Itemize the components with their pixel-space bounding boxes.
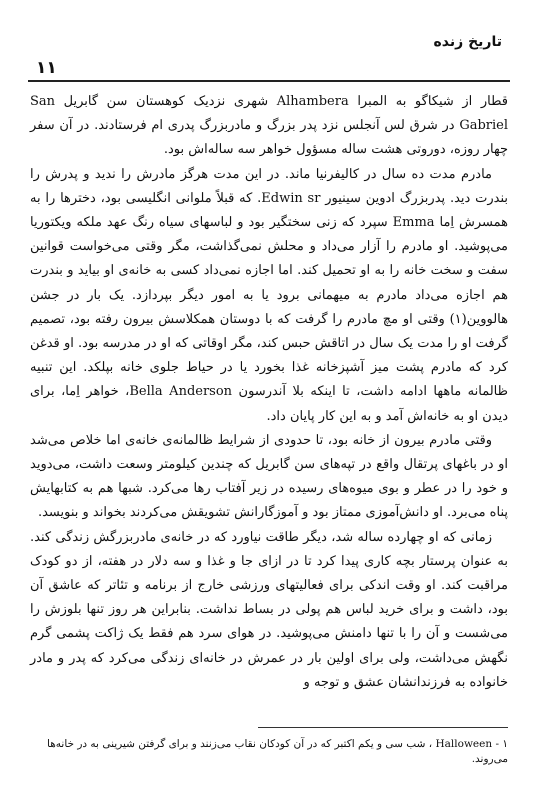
footnote-term: Halloween bbox=[435, 738, 493, 750]
paragraph-1: قطار از شیکاگو به المبرا Alhambera شهری نزدیک کوهستان سن گابریل San Gabriel در شرق لس آنجلس نزد پدر بزرگ و مادربزرگ پدری ام فرستادند. در آن سفر چهار روزه، دوروتی هشت ساله مسؤول خواهر سه ساله‌اش بود. bbox=[30, 94, 509, 158]
footnote-divider bbox=[258, 727, 508, 728]
body-text bbox=[30, 90, 508, 695]
footnote bbox=[30, 737, 508, 767]
footnote-text: ، شب سی و یکم اکتبر که در آن کودکان نقاب می‌زنند و برای گرفتن شیرینی به در خانه‌ها می‌روند. bbox=[47, 738, 508, 765]
page-number: ۱۱ bbox=[36, 58, 57, 78]
paragraph-4: زمانی که او چهارده ساله شد، دیگر طاقت نیاورد که در خانه‌ی مادربزرگش زندگی کند. به عنوان پرستار بچه کاری پیدا کرد تا در ازای جا و غذا و سه دلار در هفته، از دو کودک مراقبت کند. او وقت اندکی برای فعالیتهای ورزشی خارج از برنامه و تئاتر که عاشق آن بود، داشت و برای خرید لباس هم پولی در بساط نداشت. بنابراین هر روز تنها بلوزش را می‌شست و آن را با تنها دامنش می‌پوشید. در هوای سرد هم فقط یک ژاکت پشمی گرم نگهش می‌داشت، ولی برای اولین بار در عمرش در خانه‌ای زندگی می‌کرد که پدر و مادر خانواده به فرزندانشان عشق و توجه و bbox=[30, 529, 508, 690]
paragraph-3: وقتی مادرم بیرون از خانه بود، تا حدودی از شرایط ظالمانه‌ی خانه‌ی اما خلاص می‌شد او در باغهای پرتقال واقع در تپه‌های سن گابریل که چندین کیلومتر وسعت داشت، می‌دوید و خود را در عطر و بوی میوه‌های رسیده در زیر آفتاب رها می‌کرد. شبها هم به کتابهایش پناه می‌برد. او دانش‌آموزی ممتاز بود و آموزگارانش تشویقش می‌کردند بخواند و بنویسد. bbox=[30, 432, 508, 521]
paragraph-2: مادرم مدت ده سال در کالیفرنیا ماند. در این مدت هرگز مادرش را ندید و پدرش را بندرت دید. پدربزرگ ادوین سینیور Edwin sr. که قبلاً ملوانی انگلیسی بود، دختر‌ها را به همسرش اِما Emma سپرد که زنی سختگیر بود و لباسهای سیاه رنگ عهد ملکه ویکتوریا می‌پوشید. او مادرم را آزار می‌داد و محلش نمی‌گذاشت، مگر وقتی می‌خواست قوانین سفت و سخت خانه را به او تحمیل کند. اما اجازه نمی‌داد کسی به خانه‌ی او بیاید و بندرت هم اجازه می‌داد مادرم به میهمانی برود یا به امور دیگر بپردازد. یک بار در جشن هالووین(۱) وقتی او مچ مادرم را گرفت که با دوستان همکلاسش بیرون رفته بود، تصمیم گرفت او را مدت یک سال در اتاقش حبس کند، مگر اوقاتی که او در مدرسه بود. او قدغن کرد که مادرم پشت میز آشپزخانه غذا بخورد یا در حیاط جلوی خانه بپلکد. این تنبیه ظالمانه ماهها ادامه داشت، تا اینکه بلا آندرسون Bella Anderson، خواهر اِما، برای دیدن او به خانه‌اش آمد و به این کار پایان داد. bbox=[30, 166, 508, 424]
footnote-marker: ۱ - bbox=[495, 738, 508, 750]
running-title: تاریخ زنده bbox=[433, 34, 502, 50]
header-divider bbox=[28, 80, 510, 82]
